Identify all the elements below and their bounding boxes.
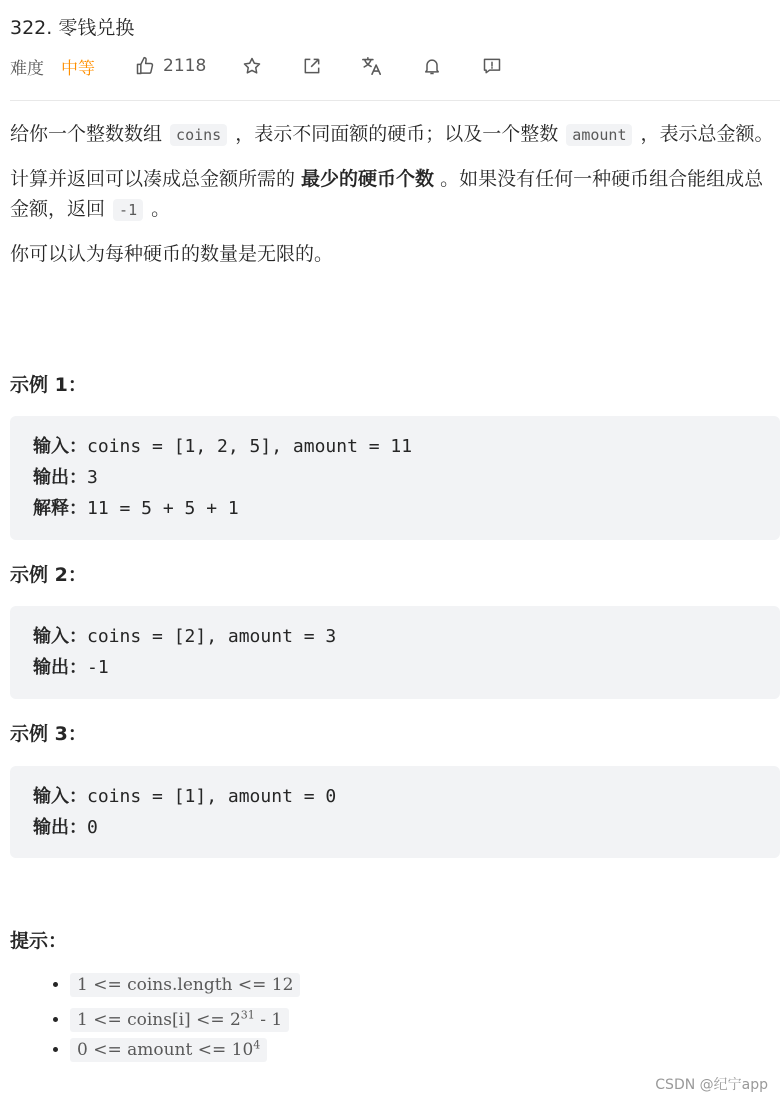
example-line-key: 输入：	[33, 626, 87, 647]
inline-code-coins: coins	[170, 124, 227, 146]
inline-code-amount: amount	[566, 124, 632, 146]
example-line-value: coins = [2], amount = 3	[87, 626, 337, 647]
example-line	[33, 493, 780, 524]
hint-tail: - 1	[254, 1009, 283, 1030]
example-line	[33, 652, 780, 683]
difficulty-value: 中等	[61, 58, 95, 79]
description-text: ，表示总金额。	[634, 123, 774, 145]
description-text: 。如果没有任何一种硬币组合能组成总金额，返回	[10, 168, 764, 220]
description-paragraph-2	[10, 164, 780, 225]
hint-item	[70, 1000, 300, 1030]
share-icon	[302, 56, 322, 76]
example-line-key: 输出：	[33, 467, 87, 488]
hint-text: 0 <= amount <= 10	[77, 1039, 254, 1060]
favorite-button[interactable]	[238, 52, 266, 80]
hint-code	[70, 973, 300, 997]
hint-code	[70, 1038, 267, 1062]
description-text: 。	[145, 198, 171, 220]
star-icon	[242, 56, 262, 76]
example-line-value: -1	[87, 657, 109, 678]
example-line	[33, 462, 780, 493]
example-1-title: 示例 1：	[10, 374, 87, 396]
difficulty-label: 难度	[10, 58, 44, 79]
watermark: CSDN @纪宁app	[655, 1077, 768, 1093]
like-count: 2118	[163, 56, 207, 76]
example-line-key: 解释：	[33, 498, 87, 519]
hint-text: 1 <= coins[i] <= 2	[77, 1009, 241, 1030]
hint-exponent: 4	[253, 1038, 261, 1051]
inline-code-minus-one: -1	[113, 199, 143, 221]
feedback-button[interactable]	[478, 52, 506, 80]
example-line-key: 输入：	[33, 436, 87, 457]
problem-title: 322. 零钱兑换	[10, 17, 135, 39]
example-3-block	[10, 766, 780, 858]
example-3-title: 示例 3：	[10, 723, 87, 745]
feedback-icon	[482, 56, 502, 76]
hint-code	[70, 1008, 289, 1032]
header-divider	[10, 100, 780, 101]
example-line-value: 3	[87, 467, 98, 488]
hint-exponent: 31	[240, 1008, 255, 1021]
hint-text: 1 <= coins.length <= 12	[77, 975, 294, 995]
like-button[interactable]	[135, 52, 206, 80]
share-button[interactable]	[298, 52, 326, 80]
example-line-value: coins = [1], amount = 0	[87, 786, 337, 807]
hints-title: 提示：	[10, 930, 68, 952]
thumbs-up-icon	[135, 56, 155, 76]
example-2-block	[10, 606, 780, 699]
description-paragraph-1	[10, 119, 780, 150]
problem-meta-bar	[10, 52, 780, 80]
bell-icon	[422, 56, 442, 76]
example-line-value: 0	[87, 817, 98, 838]
translate-icon	[361, 55, 383, 77]
example-1-block	[10, 416, 780, 540]
description-text: ，表示不同面额的硬币；以及一个整数	[229, 123, 565, 145]
translate-button[interactable]	[358, 52, 386, 80]
description-text: 计算并返回可以凑成总金额所需的	[10, 168, 302, 190]
hint-item	[70, 1030, 300, 1060]
example-line	[33, 781, 780, 812]
hint-item	[70, 970, 300, 1000]
example-line-key: 输出：	[33, 817, 87, 838]
example-line	[33, 431, 780, 462]
example-line-value: 11 = 5 + 5 + 1	[87, 498, 239, 519]
description-text: 给你一个整数数组	[10, 123, 169, 145]
example-line	[33, 812, 780, 843]
hints-list	[10, 970, 300, 1060]
description-paragraph-3: 你可以认为每种硬币的数量是无限的。	[10, 243, 334, 265]
subscribe-button[interactable]	[418, 52, 446, 80]
example-2-title: 示例 2：	[10, 564, 87, 586]
example-line	[33, 621, 780, 652]
problem-description	[10, 119, 780, 283]
example-line-key: 输入：	[33, 786, 87, 807]
emphasis-text: 最少的硬币个数	[301, 168, 435, 190]
example-line-value: coins = [1, 2, 5], amount = 11	[87, 436, 413, 457]
example-line-key: 输出：	[33, 657, 87, 678]
